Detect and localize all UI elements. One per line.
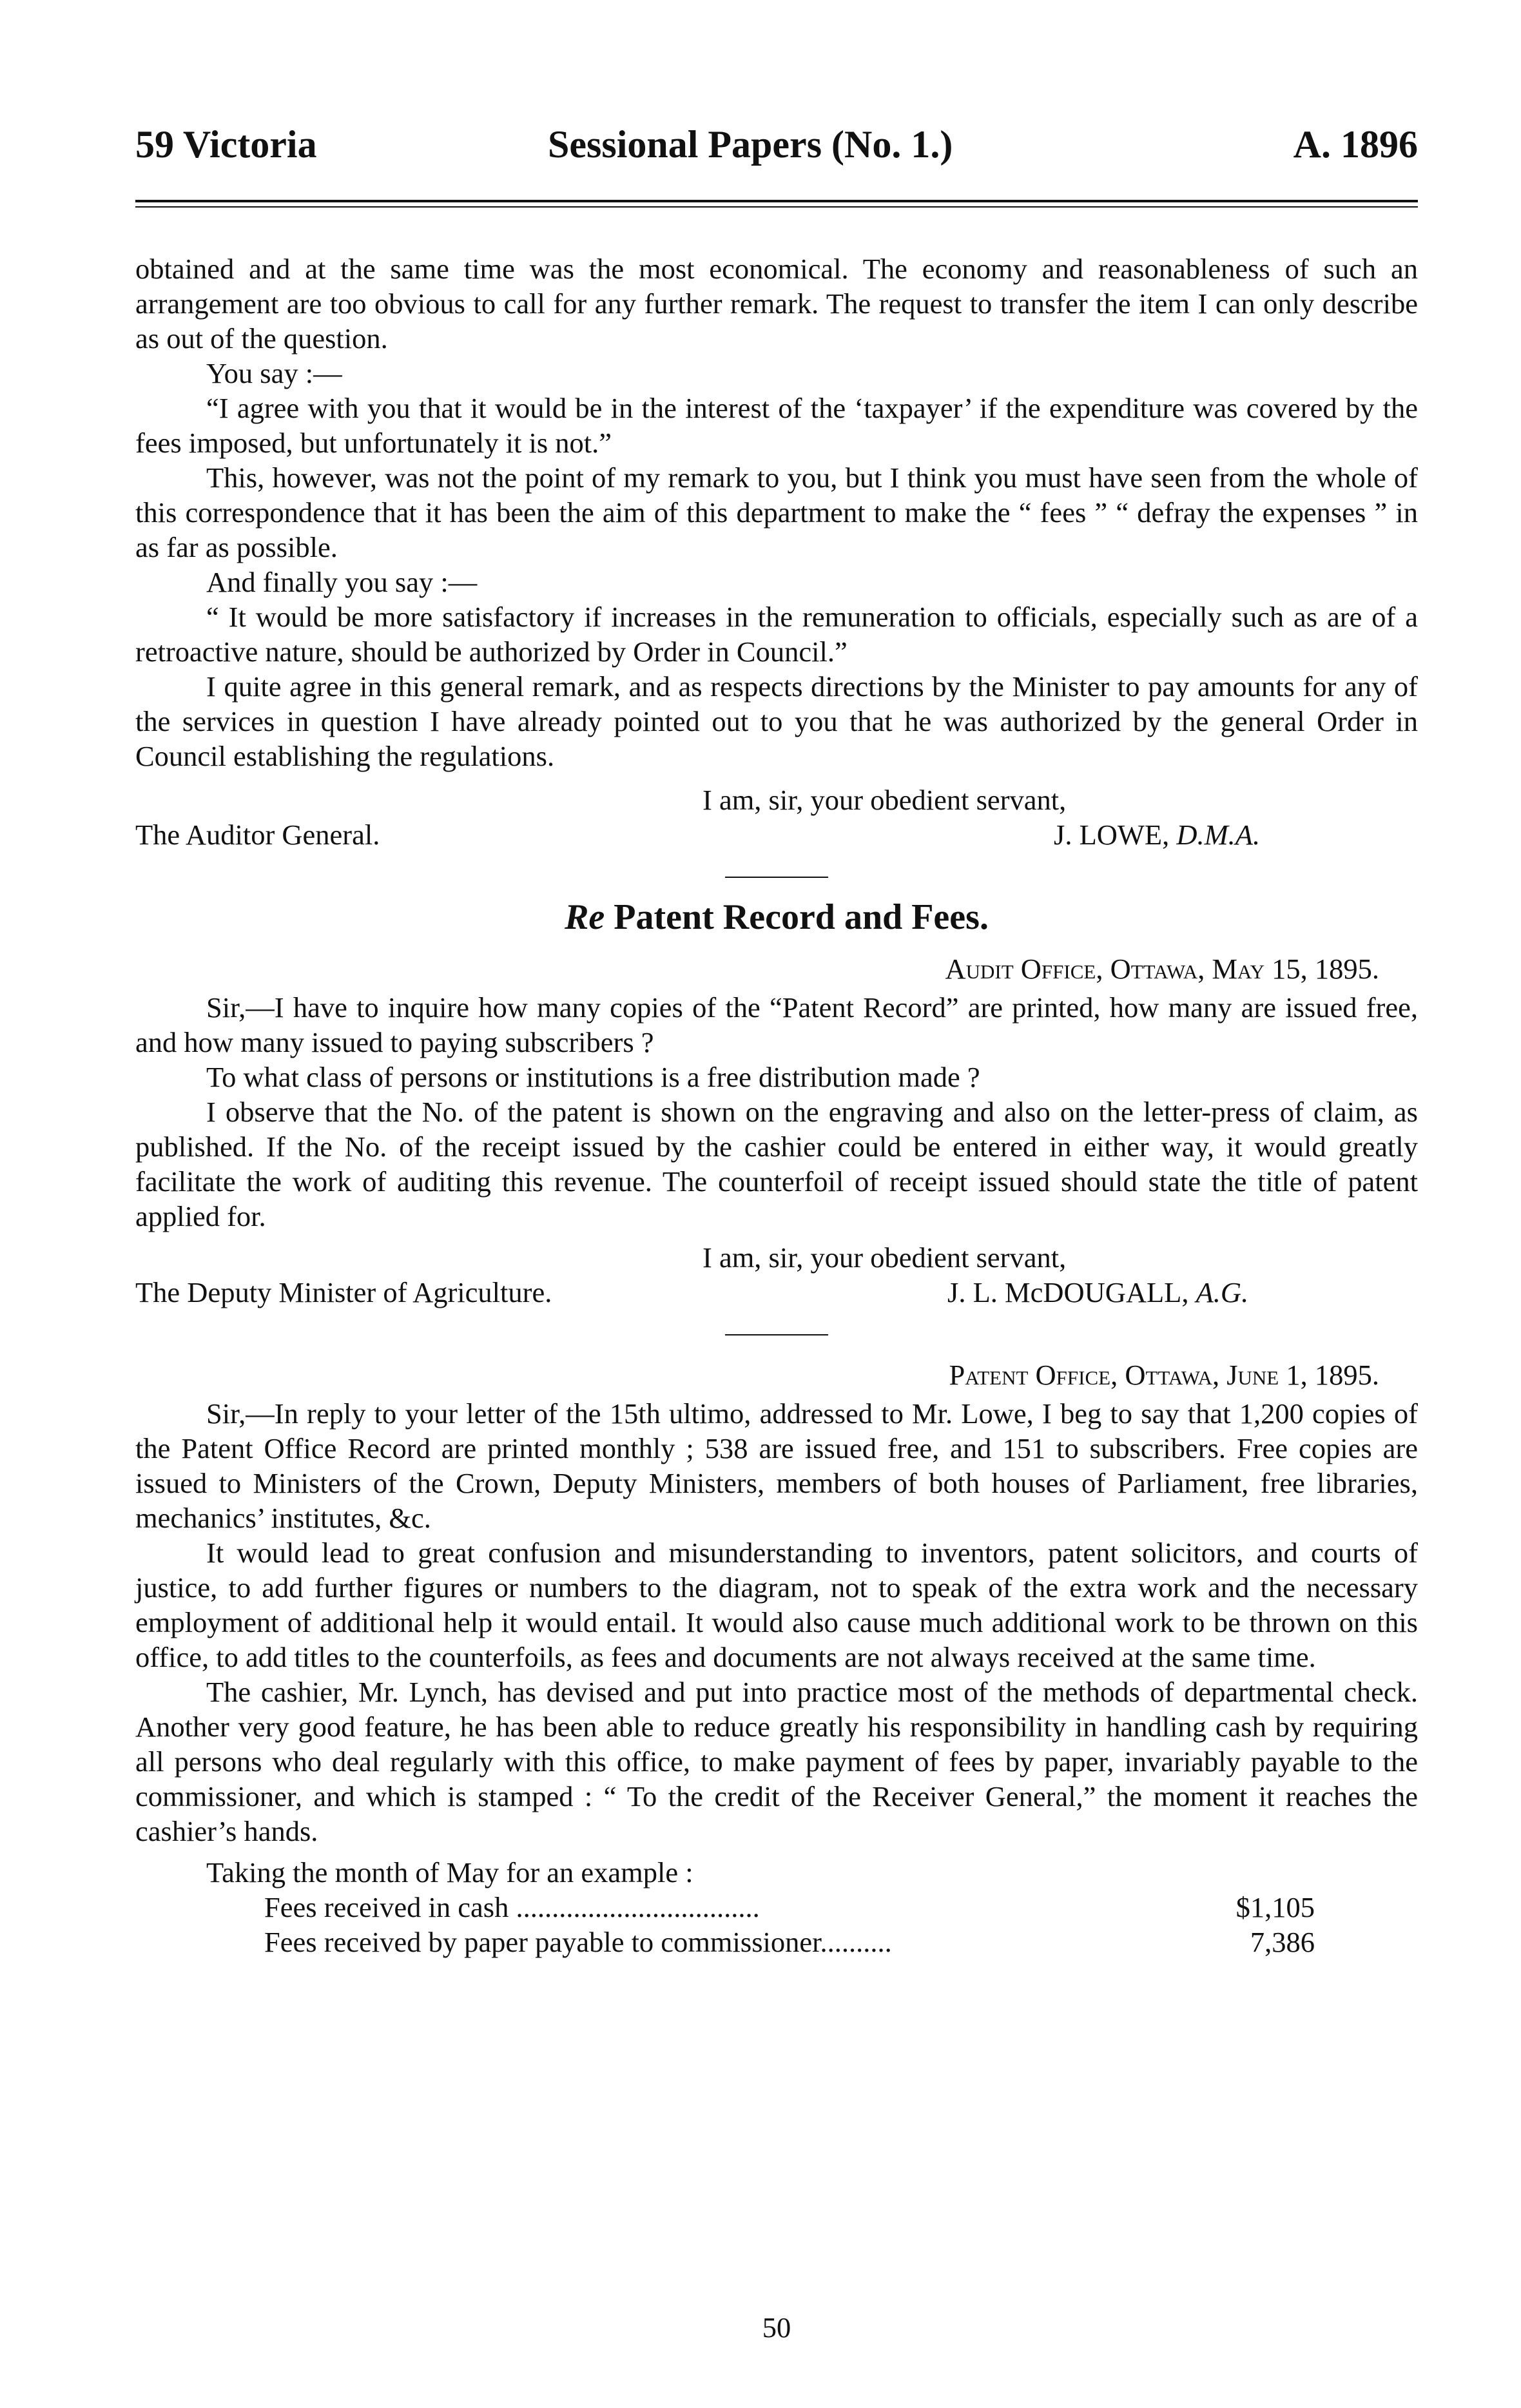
divider	[725, 1334, 828, 1335]
header-volume: 59 Victoria	[135, 123, 317, 166]
paragraph: To what class of persons or institutions is a free distribution made ?	[206, 1061, 980, 1093]
page-number: 50	[762, 2311, 791, 2344]
paragraph: The cashier, Mr. Lynch, has devised and put into practice most of the methods of departmental check. Another very good feature, he has been able to reduce greatly his responsibility in handling cash by requiring all persons who deal regularly with this office, to make payment of fees by paper, invariably payable to the commissioner, and which is stamped : “ To the credit of the Receiver General,” the moment it reaches the cashier’s hands.	[135, 1676, 1418, 1847]
paragraph: Sir,—I have to inquire how many copies of the “Patent Record” are printed, how many are issued free, and how many issued to paying subscribers ?	[135, 991, 1418, 1058]
addressee: The Auditor General.	[135, 819, 380, 851]
paragraph: I observe that the No. of the patent is shown on the engraving and also on the letter-press of claim, as published. If the No. of the receipt issued by the cashier could be entered in either way, it would greatly facilitate the work of auditing this revenue. The counterfoil of receipt issued should state the title of patent applied for.	[135, 1096, 1418, 1232]
document-body	[135, 251, 1418, 1959]
paragraph: This, however, was not the point of my remark to you, but I think you must have seen from the whole of this correspondence that it has been the aim of this department to make the “ fees ” “ defray the expenses ” in as far as possible.	[135, 461, 1418, 563]
ledger-amount: 7,386	[1250, 1926, 1315, 1958]
section-heading: Re Patent Record and Fees.	[565, 897, 989, 937]
paragraph: You say :—	[206, 357, 342, 389]
header-title: Sessional Papers (No. 1.)	[548, 123, 953, 166]
addressee: The Deputy Minister of Agriculture.	[135, 1276, 552, 1308]
page	[135, 122, 1418, 2344]
header-rule-thin	[135, 206, 1418, 208]
ledger-label: Fees received in cash ..................................	[264, 1891, 760, 1923]
ledger-row	[135, 1890, 1418, 1925]
ledger-amount: $1,105	[1235, 1891, 1315, 1923]
dateline: Patent Office, Ottawa, June 1, 1895.	[949, 1359, 1379, 1391]
paragraph: Taking the month of May for an example :	[206, 1856, 693, 1889]
dateline: Audit Office, Ottawa, May 15, 1895.	[945, 953, 1379, 985]
ledger-row	[135, 1925, 1418, 1959]
paragraph: It would lead to great confusion and misunderstanding to inventors, patent solicitors, and courts of justice, to add further figures or numbers to the diagram, not to speak of the extra work and the necessary employment of additional help it would entail. It would also cause much additional work to be thrown on this office, to add titles to the counterfoils, as fees and documents are not always received at the same time.	[135, 1537, 1418, 1673]
running-header	[135, 122, 1418, 174]
ledger-label: Fees received by paper payable to commissioner..........	[264, 1926, 892, 1958]
header-rule-thick	[135, 200, 1418, 202]
closing: I am, sir, your obedient servant,	[702, 784, 1067, 816]
header-year: A. 1896	[1293, 123, 1418, 166]
quote-paragraph: “I agree with you that it would be in the interest of the ‘taxpayer’ if the expenditure was covered by the fees imposed, but unfortunately it is not.”	[135, 392, 1418, 459]
signer: J. LOWE, D.M.A.	[1054, 819, 1261, 851]
paragraph: Sir,—In reply to your letter of the 15th ultimo, addressed to Mr. Lowe, I beg to say that 1,200 copies of the Patent Office Record are printed monthly ; 538 are issued free, and 151 to subscribers. Free copies are issued to Ministers of the Crown, Deputy Ministers, members of both houses of Parliament, free libraries, mechanics’ institutes, &c.	[135, 1397, 1418, 1534]
signature-block	[135, 817, 1418, 856]
closing: I am, sir, your obedient servant,	[702, 1241, 1067, 1274]
quote-paragraph: “ It would be more satisfactory if increases in the remuneration to officials, especially such as are of a retroactive nature, should be authorized by Order in Council.”	[135, 601, 1418, 668]
signer: J. L. McDOUGALL, A.G.	[947, 1276, 1249, 1308]
divider	[725, 877, 828, 878]
paragraph: obtained and at the same time was the most economical. The economy and reasonableness of such an arrangement are too obvious to call for any further remark. The request to transfer the item I can only describe as out of the question.	[135, 253, 1418, 354]
signature-block	[135, 1275, 1418, 1314]
paragraph: And finally you say :—	[206, 566, 478, 598]
paragraph: I quite agree in this general remark, and as respects directions by the Minister to pay amounts for any of the services in question I have already pointed out to you that he was authorized by the general Order in Council establishing the regulations.	[135, 670, 1418, 772]
